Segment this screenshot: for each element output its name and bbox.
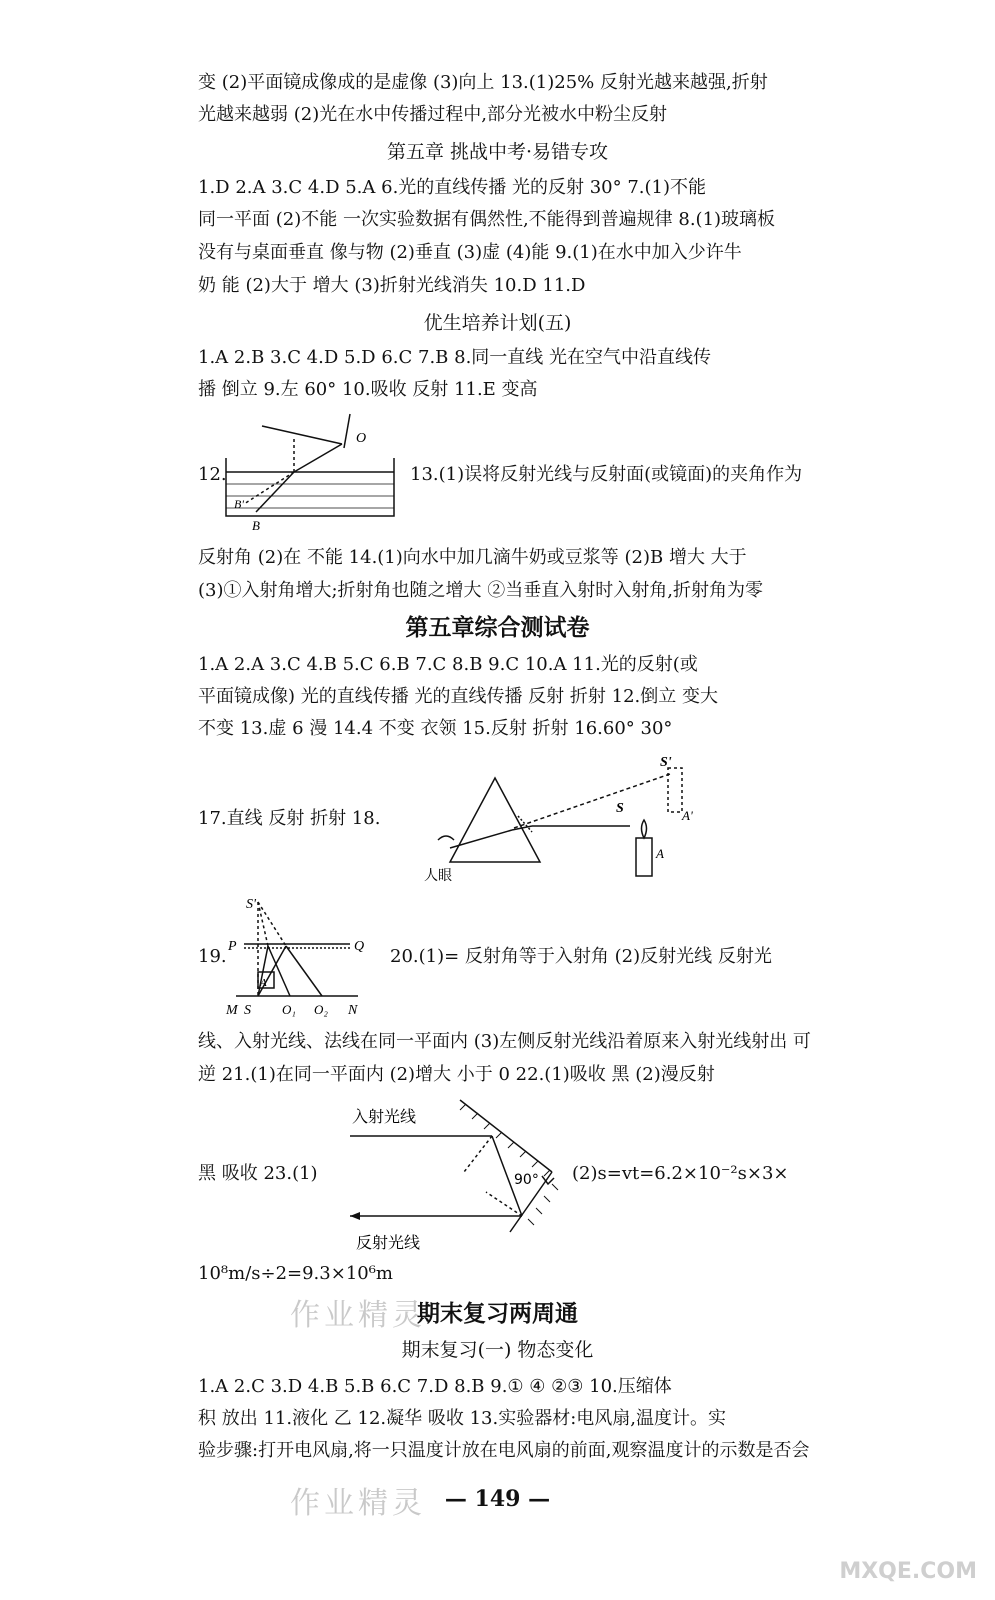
- answer-line: 反射角 (2)在 不能 14.(1)向水中加几滴牛奶或豆浆等 (2)B 增大 大于: [198, 547, 747, 568]
- label-p: P: [228, 939, 237, 954]
- label-q: Q: [354, 939, 365, 954]
- watermark: 作业精灵: [290, 1486, 426, 1521]
- answer-line: 同一平面 (2)不能 一次实验数据有偶然性,不能得到普遍规律 8.(1)玻璃板: [198, 209, 776, 230]
- label-n: N: [348, 1003, 358, 1018]
- answer-line: 20.(1)= 反射角等于入射角 (2)反射光线 反射光: [390, 946, 772, 967]
- answer-line: 奶 能 (2)大于 增大 (3)折射光线消失 10.D 11.D: [198, 275, 586, 296]
- answer-line: 光越来越弱 (2)光在水中传播过程中,部分光被水中粉尘反射: [198, 104, 667, 125]
- label-b: B: [252, 518, 260, 533]
- answer-line: 1.A 2.C 3.D 4.B 5.B 6.C 7.D 8.B 9.① ④ ②③ 10.压缩体: [198, 1376, 672, 1397]
- mirror-figure: [222, 888, 372, 1020]
- label-o: O: [356, 431, 367, 446]
- label-incident: 入射光线: [352, 1107, 417, 1126]
- label-a: A: [260, 977, 267, 989]
- answer-line: 1.D 2.A 3.C 4.D 5.A 6.光的直线传播 光的反射 30° 7.(1)不能: [198, 177, 707, 198]
- answer-line: (2)s=vt=6.2×10⁻²s×3×: [572, 1163, 789, 1184]
- answer-line: 没有与桌面垂直 像与物 (2)垂直 (3)虚 (4)能 9.(1)在水中加入少许牛: [198, 242, 742, 263]
- answer-line: 逆 21.(1)在同一平面内 (2)增大 小于 0 22.(1)吸收 黑 (2)漫反射: [198, 1064, 715, 1085]
- watermark: 作业精灵: [290, 1298, 426, 1333]
- label-s: S: [616, 801, 624, 816]
- answer-line: 13.(1)误将反射光线与反射面(或镜面)的夹角作为: [410, 464, 803, 485]
- answer-line: 黑 吸收 23.(1): [198, 1163, 318, 1184]
- answer-line: 播 倒立 9.左 60° 10.吸收 反射 11.E 变高: [198, 379, 538, 400]
- label-reflected: 反射光线: [356, 1233, 421, 1252]
- water-refraction-figure: [222, 408, 402, 536]
- label-b-prime: B': [234, 497, 244, 511]
- answer-line: 积 放出 11.液化 乙 12.凝华 吸收 13.实验器材:电风扇,温度计。实: [198, 1408, 726, 1429]
- answer-line: 平面镜成像) 光的直线传播 光的直线传播 反射 折射 12.倒立 变大: [198, 686, 718, 707]
- section-heading: 第五章综合测试卷: [405, 615, 590, 641]
- answer-line: 1.A 2.B 3.C 4.D 5.D 6.C 7.B 8.同一直线 光在空气中沿直线传: [198, 347, 712, 368]
- label-s-prime: S': [660, 755, 672, 770]
- answer-line: 验步骤:打开电风扇,将一只温度计放在电风扇的前面,观察温度计的示数是否会: [198, 1440, 810, 1461]
- section-heading: 期末复习两周通: [417, 1301, 578, 1327]
- question-number: 12.: [198, 464, 227, 485]
- answer-line: (3)①入射角增大;折射角也随之增大 ②当垂直入射时入射角,折射角为零: [198, 580, 764, 601]
- answer-line: 线、入射光线、法线在同一平面内 (3)左侧反射光线沿着原来入射光线射出 可: [198, 1031, 811, 1052]
- prism-figure: [420, 744, 720, 884]
- answer-line: 变 (2)平面镜成像成的是虚像 (3)向上 13.(1)25% 反射光越来越强,折射: [198, 72, 768, 93]
- page-number: — 149 —: [444, 1486, 551, 1512]
- label-angle: 90°: [514, 1172, 539, 1188]
- answer-line: 1.A 2.A 3.C 4.B 5.C 6.B 7.C 8.B 9.C 10.A 11.光的反射(或: [198, 654, 698, 675]
- answer-line: 17.直线 反射 折射 18.: [198, 808, 381, 829]
- label-o1: O₁: [282, 1002, 296, 1017]
- label-s: S: [244, 1003, 251, 1018]
- question-number: 19.: [198, 946, 227, 967]
- label-m: M: [226, 1003, 238, 1018]
- label-s-prime: S': [246, 897, 256, 912]
- label-eye: 人眼: [424, 868, 452, 884]
- answer-line: 不变 13.虚 6 漫 14.4 不变 衣领 15.反射 折射 16.60° 30°: [198, 718, 673, 739]
- label-o2: O₂: [314, 1002, 328, 1017]
- corner-reflector-figure: [346, 1092, 568, 1254]
- site-watermark: MXQE.COM: [839, 1559, 977, 1584]
- section-heading: 优生培养计划(五): [423, 312, 572, 334]
- answer-line: 10⁸m/s÷2=9.3×10⁶m: [198, 1263, 394, 1284]
- section-heading: 期末复习(一) 物态变化: [401, 1339, 594, 1361]
- label-a: A: [656, 846, 664, 861]
- label-a-prime: A': [682, 808, 693, 823]
- section-heading: 第五章 挑战中考·易错专攻: [386, 141, 609, 163]
